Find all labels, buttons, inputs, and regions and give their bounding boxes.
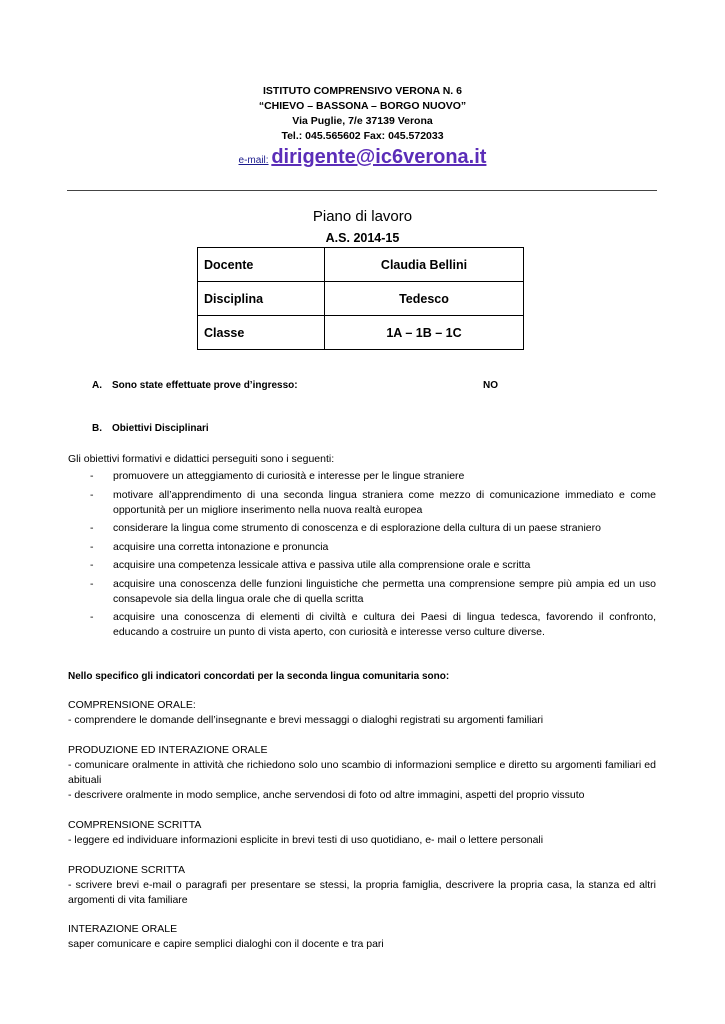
list-item: - acquisire una competenza lessicale attiva e passiva utile alla comprensione orale e scritta bbox=[90, 559, 531, 571]
table-row bbox=[198, 248, 524, 282]
indicator-heading: PRODUZIONE ED INTERAZIONE ORALE bbox=[68, 744, 268, 756]
school-phone: Tel.: 045.565602 Fax: 045.572033 bbox=[281, 130, 444, 142]
list-item: - motivare all’apprendimento di una seconda lingua straniera come mezzo di comunicazione immediato e come opportunità per un migliore inserimento nella nuova realtà europea bbox=[90, 488, 656, 516]
section-b-text: Obiettivi Disciplinari bbox=[112, 423, 209, 434]
section-a-letter: A. bbox=[92, 380, 102, 391]
section-a-text: Sono state effettuate prove d’ingresso: bbox=[112, 380, 298, 391]
indicator-heading: PRODUZIONE SCRITTA bbox=[68, 864, 186, 876]
table-label: Docente bbox=[198, 248, 325, 282]
section-a-value: NO bbox=[483, 380, 498, 391]
indicator-line: - leggere ed individuare informazioni esplicite in brevi testi di uso quotidiano, e- mail o lettere personali bbox=[68, 834, 544, 846]
objective-text: acquisire una corretta intonazione e pronuncia bbox=[113, 540, 329, 553]
list-item: - acquisire una corretta intonazione e pronuncia bbox=[90, 540, 329, 553]
indicator-line: - scrivere brevi e-mail o paragrafi per presentare se stessi, la propria famiglia, descrivere la propria casa, la stanza ed altri argomenti di vita familiare bbox=[68, 879, 656, 906]
table-label: Classe bbox=[198, 316, 325, 350]
table-label: Disciplina bbox=[198, 282, 325, 316]
indicator-line: - comunicare oralmente in attività che richiedono solo uno scambio di informazioni semplice e diretto su argomenti familiari ed abituali bbox=[68, 759, 656, 786]
indicator-heading: COMPRENSIONE SCRITTA bbox=[68, 819, 202, 831]
table-row bbox=[198, 316, 524, 350]
indicator-block bbox=[68, 863, 656, 908]
objective-text: motivare all’apprendimento di una seconda lingua straniera come mezzo di comunicazione immediato e come opportunità per un migliore inserimento nella nuova realtà europea bbox=[113, 488, 656, 516]
section-a bbox=[92, 380, 298, 391]
objective-text: acquisire una competenza lessicale attiva e passiva utile alla comprensione orale e scritta bbox=[113, 559, 531, 571]
indicator-heading: INTERAZIONE ORALE bbox=[68, 923, 178, 935]
indicator-line: - comprendere le domande dell’insegnante e brevi messaggi o dialoghi registrati su argomenti familiari bbox=[68, 714, 544, 726]
indicator-line: - descrivere oralmente in modo semplice, anche servendosi di foto od altre immagini, aspetti del proprio vissuto bbox=[68, 789, 585, 801]
indicator-block bbox=[68, 698, 656, 728]
page-title: Piano di lavoro bbox=[312, 208, 413, 225]
school-subtitle: “CHIEVO – BASSONA – BORGO NUOVO” bbox=[258, 100, 467, 112]
objective-text: considerare la lingua come strumento di conoscenza e di esplorazione della cultura di un paese straniero bbox=[113, 522, 601, 534]
info-table bbox=[197, 247, 524, 350]
table-value: Tedesco bbox=[325, 282, 524, 316]
list-item: - acquisire una conoscenza di elementi di civiltà e cultura dei Paesi di lingua tedesca, favorendo il confronto, educando a costruire un punto di vista aperto, con curiosità e interesse verso culture diverse. bbox=[90, 611, 656, 638]
objective-text: acquisire una conoscenza delle funzioni linguistiche che permetta una comprensione sempre più ampia ed un uso consapevole sia della lingua orale che di quella scritta bbox=[113, 577, 656, 605]
list-item: - promuovere un atteggiamento di curiosità e interesse per le lingue straniere bbox=[90, 470, 465, 482]
indicator-heading: COMPRENSIONE ORALE: bbox=[68, 699, 196, 711]
objective-text: promuovere un atteggiamento di curiosità e interesse per le lingue straniere bbox=[113, 470, 465, 482]
email-label: e-mail: bbox=[238, 155, 269, 166]
list-item: - acquisire una conoscenza delle funzioni linguistiche che permetta una comprensione sempre più ampia ed un uso consapevole sia della lingua orale che di quella scritta bbox=[90, 577, 656, 605]
table-row bbox=[198, 282, 524, 316]
section-b-letter: B. bbox=[92, 423, 102, 434]
school-year: A.S. 2014-15 bbox=[325, 231, 400, 245]
table-value: 1A – 1B – 1C bbox=[325, 316, 524, 350]
indicators-heading: Nello specifico gli indicatori concordati per la seconda lingua comunitaria sono: bbox=[68, 671, 450, 682]
header-divider bbox=[67, 190, 657, 191]
school-address: Via Puglie, 7/e 37139 Verona bbox=[292, 115, 433, 127]
indicator-block bbox=[68, 818, 656, 848]
table-value: Claudia Bellini bbox=[325, 248, 524, 282]
list-item: - considerare la lingua come strumento di conoscenza e di esplorazione della cultura di un paese straniero bbox=[90, 522, 601, 534]
indicator-block bbox=[68, 922, 656, 952]
email-link[interactable]: dirigente@ic6verona.it bbox=[271, 146, 487, 168]
objective-text: acquisire una conoscenza di elementi di civiltà e cultura dei Paesi di lingua tedesca, favorendo il confronto, educando a costruire un punto di vista aperto, con curiosità e interesse verso culture diverse. bbox=[113, 611, 656, 638]
letterhead bbox=[0, 84, 725, 144]
section-b bbox=[92, 423, 209, 434]
objectives-intro: Gli obiettivi formativi e didattici perseguiti sono i seguenti: bbox=[68, 453, 335, 465]
indicator-block bbox=[68, 743, 656, 803]
indicator-line: saper comunicare e capire semplici dialoghi con il docente e tra pari bbox=[68, 938, 384, 950]
school-name: ISTITUTO COMPRENSIVO VERONA N. 6 bbox=[263, 85, 462, 97]
email-row bbox=[0, 146, 725, 169]
objectives-list bbox=[68, 469, 656, 644]
